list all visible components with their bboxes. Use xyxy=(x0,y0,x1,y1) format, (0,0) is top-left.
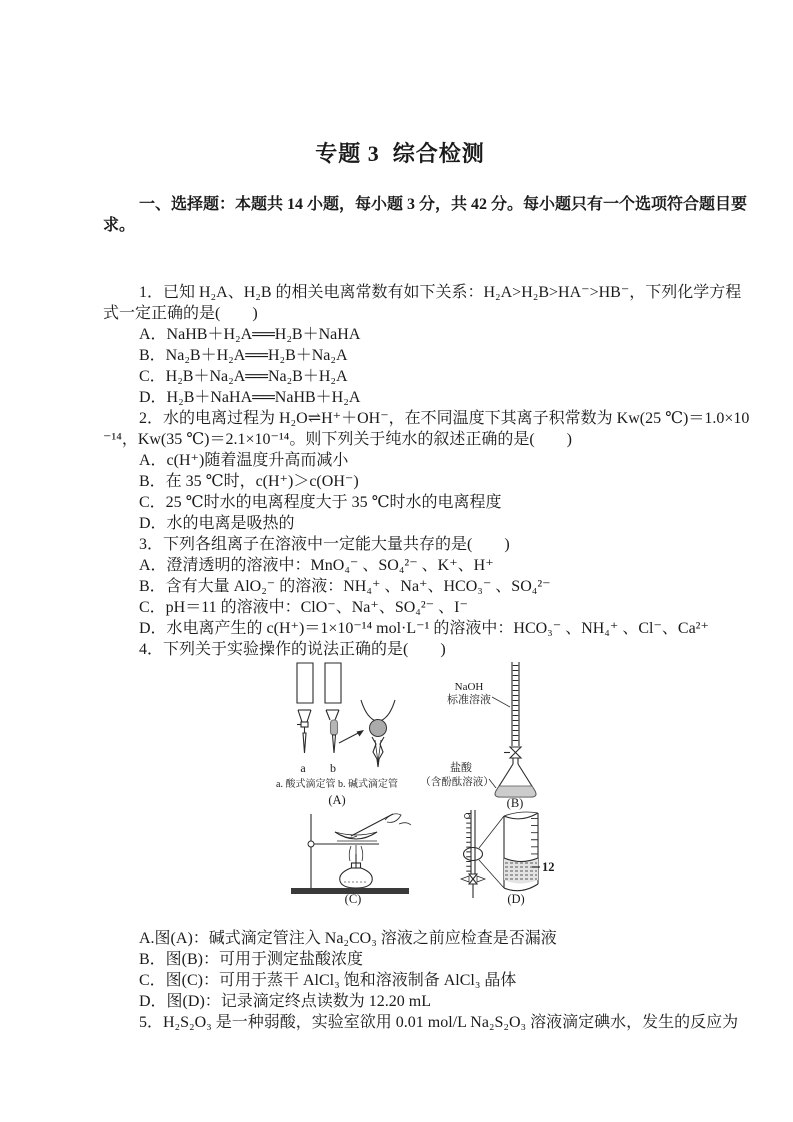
q1-stem-line-2: 式一定正确的是( ) xyxy=(103,305,258,322)
acid-burette-tip xyxy=(297,710,311,753)
q1-option-d: D．H₂B＋NaHA══NaHB＋H₂A xyxy=(139,389,361,406)
figure-b-reagent-line2: 标准溶液 xyxy=(447,694,491,706)
magnifier-loop xyxy=(464,848,483,861)
q1-option-b: B．Na₂B＋H₂A══H₂B＋Na₂A xyxy=(139,347,348,364)
section-header-line-1: 一、选择题：本题共 14 小题，每小题 3 分，共 42 分。每小题只有一个选项符合题目要 xyxy=(139,196,748,213)
section-header-line-2: 求。 xyxy=(103,217,136,234)
figure-b-reagent-line1: NaOH xyxy=(454,681,484,693)
burette-valve-tip xyxy=(461,874,485,898)
glass-rod xyxy=(351,814,411,836)
q2-stem-line-2: ⁻¹⁴，Kw(35 ℃)＝2.1×10⁻¹⁴。则下列关于纯水的叙述正确的是( ) xyxy=(103,431,572,448)
zoom-arrow xyxy=(339,730,364,743)
q5-stem-line-1: 5．H₂S₂O₃ 是一种弱酸，实验室欲用 0.01 mol/L Na₂S₂O₃ 溶液滴定碘水，发生的反应为 xyxy=(139,1014,739,1031)
figure-d-tag: (D) xyxy=(507,892,525,906)
q3-option-d: D．水电离产生的 c(H⁺)＝1×10⁻¹⁴ mol·L⁻¹ 的溶液中：HCO₃⁻ 、NH₄⁺ 、Cl⁻、Ca²⁺ xyxy=(139,620,709,637)
enlarged-bead-tip xyxy=(361,700,395,767)
naoh-burette xyxy=(512,662,519,746)
figure-c-tag: (C) xyxy=(344,892,362,906)
alcohol-lamp xyxy=(340,854,373,888)
figure-a-label-b: b xyxy=(330,761,336,775)
figure-d-reading: 12 xyxy=(542,860,555,874)
figure-b-flask-line2: （含酚酞溶液） xyxy=(420,777,494,788)
reagent-pointer-line xyxy=(492,697,510,707)
figure-d-burette-reading xyxy=(448,810,586,912)
figure-b-flask-line1: 盐酸 xyxy=(450,762,472,774)
figure-a-label-a: a xyxy=(300,761,306,775)
q1-option-c: C．H₂B＋Na₂A══Na₂B＋H₂A xyxy=(139,368,348,385)
q4-stem-line-1: 4．下列关于实验操作的说法正确的是( ) xyxy=(139,641,446,658)
figure-b-tag: (B) xyxy=(506,796,524,810)
q2-option-a: A．c(H⁺)随着温度升高而减小 xyxy=(139,452,349,469)
figure-c-evaporation-setup xyxy=(281,810,429,912)
q4-option-d: D．图(D)：记录滴定终点读数为 12.20 mL xyxy=(139,993,431,1010)
figure-a-tag: (A) xyxy=(328,793,346,807)
q3-option-b: B．含有大量 AlO₂⁻ 的溶液：NH₄⁺ 、Na⁺、HCO₃⁻ 、SO₄²⁻ xyxy=(139,578,551,595)
magnified-cylinder xyxy=(504,812,540,891)
burette-stopcock xyxy=(504,747,521,758)
figure-a-burette-tips xyxy=(275,660,400,808)
q4-option-a: A.图(A)：碱式滴定管注入 Na₂CO₃ 溶液之前应检查是否漏液 xyxy=(139,930,557,947)
figure-b-titration-setup xyxy=(399,660,579,808)
q1-option-a: A．NaHB＋H₂A══H₂B＋NaHA xyxy=(139,326,361,343)
q2-stem-line-1: 2．水的电离过程为 H₂O⇌H⁺＋OH⁻，在不同温度下其离子积常数为 Kw(25 ℃)＝1.0×10 xyxy=(139,410,750,427)
q3-stem-line-1: 3．下列各组离子在溶液中一定能大量共存的是( ) xyxy=(139,536,510,553)
q2-option-b: B．在 35 ℃时，c(H⁺)＞c(OH⁻) xyxy=(139,473,359,490)
magnification-lines xyxy=(479,816,504,888)
burette-column xyxy=(465,810,476,874)
q2-option-c: C．25 ℃时水的电离程度大于 35 ℃时水的电离程度 xyxy=(139,494,502,511)
q1-stem-line-1: 1．已知 H₂A、H₂B 的相关电离常数有如下关系：H₂A>H₂B>HA⁻>HB⁻，下列化学方程 xyxy=(139,284,742,301)
q3-option-c: C．pH＝11 的溶液中：ClO⁻、Na⁺、SO₄²⁻ 、I⁻ xyxy=(139,599,468,616)
burette-tube-a xyxy=(297,663,313,703)
burette-tube-b xyxy=(325,663,341,703)
figure-a-caption: a. 酸式滴定管 b. 碱式滴定管 xyxy=(276,779,398,790)
section-spacer xyxy=(103,236,697,282)
conical-flask xyxy=(495,758,536,797)
q4-option-c: C．图(C)：可用于蒸干 AlCl₃ 饱和溶液制备 AlCl₃ 晶体 xyxy=(139,972,517,989)
base-burette-tip xyxy=(326,710,339,753)
q4-option-b: B．图(B)：可用于测定盐酸浓度 xyxy=(139,951,364,968)
page-title: 专题 3 综合检测 xyxy=(315,141,485,166)
q3-option-a: A．澄清透明的溶液中：MnO₄⁻ 、SO₄²⁻ 、K⁺、H⁺ xyxy=(139,557,494,574)
question4-figure-block xyxy=(103,660,697,928)
q2-option-d: D．水的电离是吸热的 xyxy=(139,515,295,532)
